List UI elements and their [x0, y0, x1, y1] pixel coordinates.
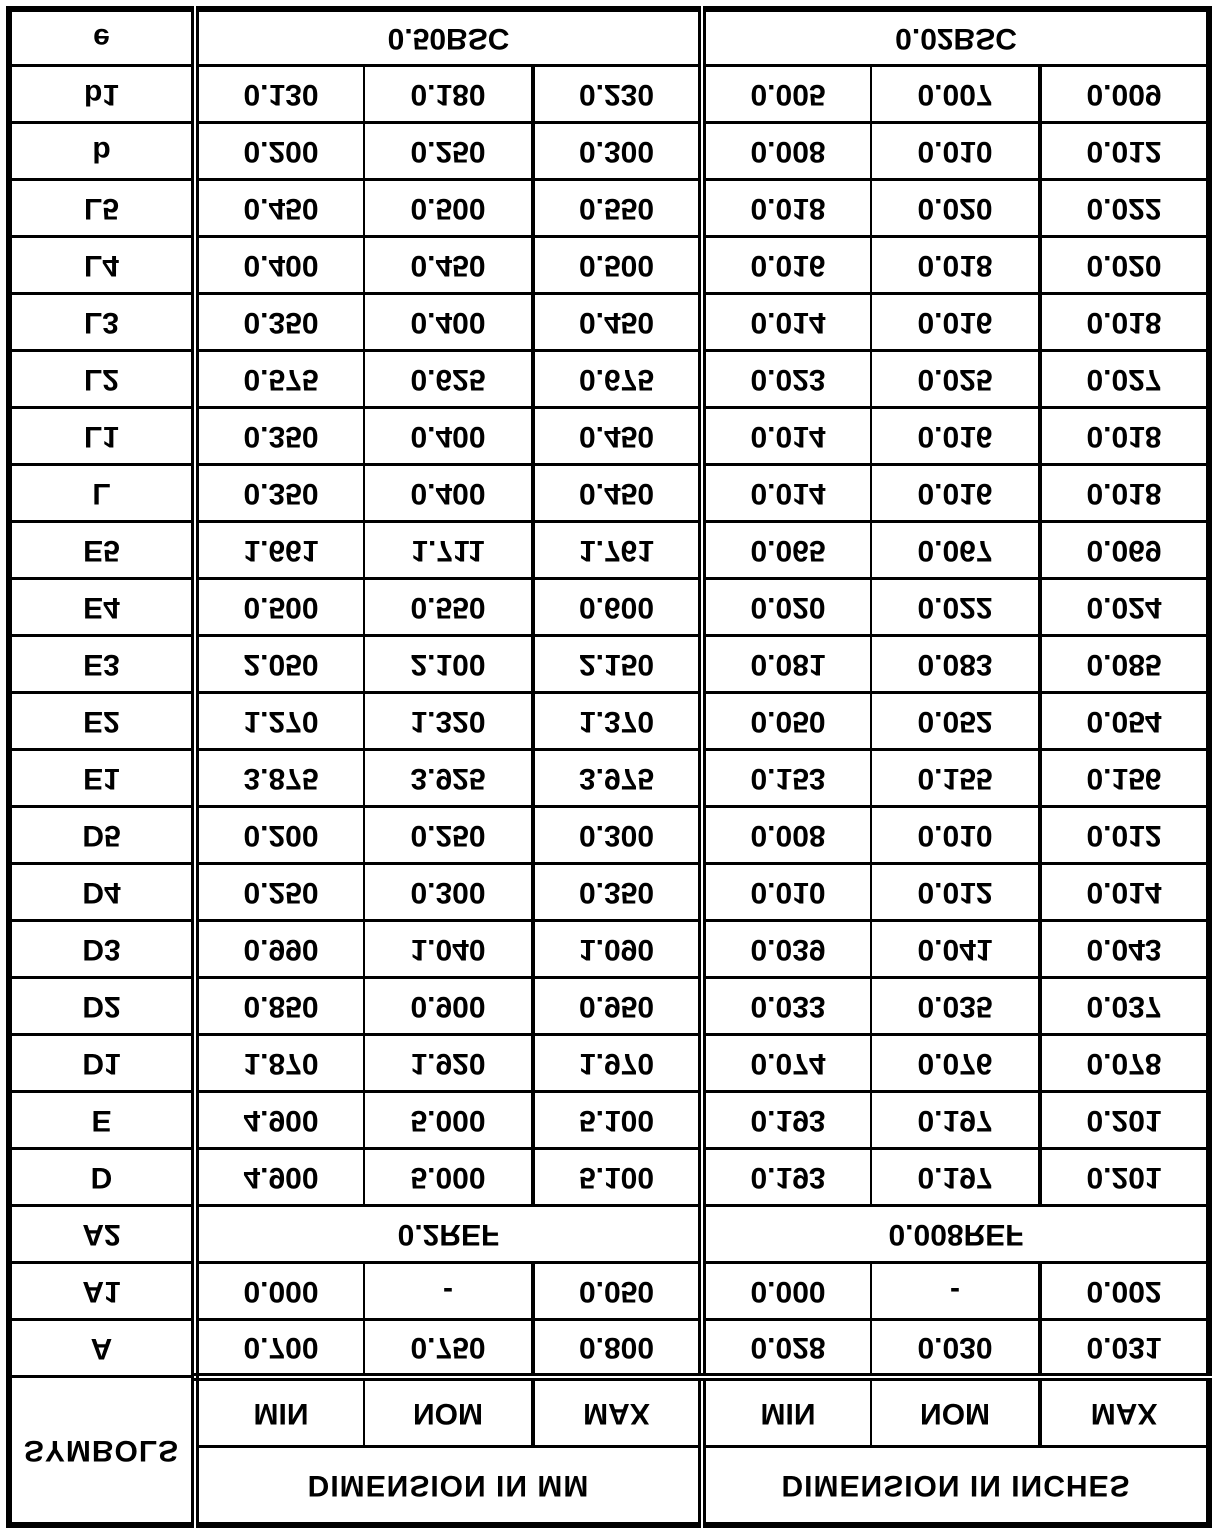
- mm-nom-cell: 0.625: [364, 351, 533, 408]
- in-min-cell: 0.014: [702, 465, 871, 522]
- in-max-cell: 0.085: [1040, 636, 1209, 693]
- in-max-cell: 0.043: [1040, 921, 1209, 978]
- merged-value-cell: 0.50BSC: [195, 9, 702, 66]
- symbol-cell: E: [9, 1092, 195, 1149]
- symbol-cell: D: [9, 1149, 195, 1206]
- symbol-cell: D1: [9, 1035, 195, 1092]
- mm-max-cell: 1.970: [533, 1035, 702, 1092]
- symbol-cell: D4: [9, 864, 195, 921]
- in-nom-cell: 0.041: [871, 921, 1040, 978]
- in-nom-cell: 0.016: [871, 465, 1040, 522]
- mm-nom-cell: 3.925: [364, 750, 533, 807]
- in-nom-cell: 0.083: [871, 636, 1040, 693]
- mm-min-cell: 0.200: [195, 807, 364, 864]
- mm-nom-cell: 1.920: [364, 1035, 533, 1092]
- symbol-cell: D5: [9, 807, 195, 864]
- table-row: [9, 693, 1209, 750]
- table-row: [9, 522, 1209, 579]
- mm-max-cell: 0.800: [533, 1320, 702, 1377]
- in-nom-cell: 0.010: [871, 807, 1040, 864]
- in-nom-cell: 0.030: [871, 1320, 1040, 1377]
- mm-max-cell: 0.300: [533, 807, 702, 864]
- table-body: [9, 9, 1209, 1377]
- mm-max-cell: 0.300: [533, 123, 702, 180]
- table-row: [9, 750, 1209, 807]
- symbol-cell: E3: [9, 636, 195, 693]
- in-min-cell: 0.033: [702, 978, 871, 1035]
- table-row: [9, 237, 1209, 294]
- in-nom-cell: 0.018: [871, 237, 1040, 294]
- in-nom-cell: 0.035: [871, 978, 1040, 1035]
- mm-nom-cell: 0.250: [364, 807, 533, 864]
- mm-max-cell: 5.100: [533, 1092, 702, 1149]
- mm-max-cell: 0.550: [533, 180, 702, 237]
- in-nom-cell: 0.007: [871, 66, 1040, 123]
- in-min-cell: 0.000: [702, 1263, 871, 1320]
- table-row: [9, 9, 1209, 66]
- mm-max-cell: 0.050: [533, 1263, 702, 1320]
- in-max-cell: 0.078: [1040, 1035, 1209, 1092]
- in-min-cell: 0.018: [702, 180, 871, 237]
- symbol-cell: L5: [9, 180, 195, 237]
- symbol-cell: L: [9, 465, 195, 522]
- table-row: [9, 1092, 1209, 1149]
- mm-nom-cell: 1.040: [364, 921, 533, 978]
- in-min-cell: 0.008: [702, 123, 871, 180]
- in-min-cell: 0.039: [702, 921, 871, 978]
- mm-nom-cell: 0.300: [364, 864, 533, 921]
- in-max-cell: 0.037: [1040, 978, 1209, 1035]
- in-min-cell: 0.153: [702, 750, 871, 807]
- in-min-cell: 0.028: [702, 1320, 871, 1377]
- table-row: [9, 408, 1209, 465]
- symbol-cell: E4: [9, 579, 195, 636]
- in-max-cell: 0.027: [1040, 351, 1209, 408]
- mm-nom-cell: 0.250: [364, 123, 533, 180]
- mm-max-cell: 5.100: [533, 1149, 702, 1206]
- mm-max-cell: 3.975: [533, 750, 702, 807]
- mm-min-cell: 4.900: [195, 1149, 364, 1206]
- in-max-cell: 0.156: [1040, 750, 1209, 807]
- table-row: [9, 294, 1209, 351]
- in-max-cell: 0.009: [1040, 66, 1209, 123]
- mm-nom-cell: 0.550: [364, 579, 533, 636]
- mm-nom-cell: 5.000: [364, 1092, 533, 1149]
- symbols-header: SYMBOLS: [9, 1377, 195, 1525]
- table-row: [9, 465, 1209, 522]
- mm-nom-cell: 1.320: [364, 693, 533, 750]
- in-min-cell: 0.193: [702, 1092, 871, 1149]
- in-min-header: MIN: [702, 1377, 871, 1447]
- mm-max-header: MAX: [533, 1377, 702, 1447]
- in-nom-cell: 0.025: [871, 351, 1040, 408]
- in-max-cell: 0.018: [1040, 408, 1209, 465]
- mm-max-cell: 0.230: [533, 66, 702, 123]
- in-nom-cell: 0.020: [871, 180, 1040, 237]
- table-row: [9, 864, 1209, 921]
- symbol-cell: D2: [9, 978, 195, 1035]
- in-min-cell: 0.074: [702, 1035, 871, 1092]
- in-min-cell: 0.010: [702, 864, 871, 921]
- merged-value-cell: 0.2REF: [195, 1206, 702, 1263]
- in-min-cell: 0.081: [702, 636, 871, 693]
- mm-min-cell: 0.450: [195, 180, 364, 237]
- in-min-cell: 0.014: [702, 294, 871, 351]
- table-row: [9, 1263, 1209, 1320]
- in-nom-cell: 0.197: [871, 1149, 1040, 1206]
- in-max-cell: 0.022: [1040, 180, 1209, 237]
- in-min-cell: 0.008: [702, 807, 871, 864]
- mm-min-cell: 1.270: [195, 693, 364, 750]
- symbol-cell: L4: [9, 237, 195, 294]
- dimension-table: [6, 6, 1212, 1528]
- symbol-cell: E2: [9, 693, 195, 750]
- mm-nom-cell: -: [364, 1263, 533, 1320]
- mm-min-cell: 0.250: [195, 864, 364, 921]
- merged-value-cell: 0.008REF: [702, 1206, 1209, 1263]
- in-max-cell: 0.031: [1040, 1320, 1209, 1377]
- mm-min-cell: 0.990: [195, 921, 364, 978]
- mm-min-cell: 0.850: [195, 978, 364, 1035]
- mm-nom-header: NOM: [364, 1377, 533, 1447]
- in-nom-cell: 0.016: [871, 408, 1040, 465]
- in-min-cell: 0.016: [702, 237, 871, 294]
- mm-min-cell: 4.900: [195, 1092, 364, 1149]
- mm-nom-cell: 0.400: [364, 294, 533, 351]
- in-nom-cell: 0.155: [871, 750, 1040, 807]
- mm-min-cell: 0.000: [195, 1263, 364, 1320]
- mm-max-cell: 0.500: [533, 237, 702, 294]
- mm-max-cell: 0.450: [533, 408, 702, 465]
- in-nom-cell: 0.067: [871, 522, 1040, 579]
- table-row: [9, 66, 1209, 123]
- mm-max-cell: 1.090: [533, 921, 702, 978]
- in-min-cell: 0.014: [702, 408, 871, 465]
- mm-nom-cell: 0.400: [364, 465, 533, 522]
- mm-nom-cell: 0.500: [364, 180, 533, 237]
- merged-value-cell: 0.02BSC: [702, 9, 1209, 66]
- in-nom-cell: -: [871, 1263, 1040, 1320]
- symbol-cell: L2: [9, 351, 195, 408]
- in-max-cell: 0.054: [1040, 693, 1209, 750]
- mm-min-cell: 0.400: [195, 237, 364, 294]
- in-nom-cell: 0.016: [871, 294, 1040, 351]
- in-nom-cell: 0.076: [871, 1035, 1040, 1092]
- mm-min-cell: 0.575: [195, 351, 364, 408]
- table-row: [9, 351, 1209, 408]
- header-group-row: [9, 1447, 1209, 1526]
- symbol-cell: L3: [9, 294, 195, 351]
- symbol-cell: E5: [9, 522, 195, 579]
- table-row: [9, 1320, 1209, 1377]
- in-max-cell: 0.018: [1040, 294, 1209, 351]
- symbol-cell: b1: [9, 66, 195, 123]
- in-max-cell: 0.024: [1040, 579, 1209, 636]
- table-row: [9, 1206, 1209, 1263]
- mm-nom-cell: 2.100: [364, 636, 533, 693]
- in-min-cell: 0.005: [702, 66, 871, 123]
- in-max-cell: 0.201: [1040, 1092, 1209, 1149]
- table-row: [9, 978, 1209, 1035]
- table-row: [9, 1149, 1209, 1206]
- mm-max-cell: 0.450: [533, 294, 702, 351]
- mm-nom-cell: 0.400: [364, 408, 533, 465]
- mm-nom-cell: 1.711: [364, 522, 533, 579]
- in-min-cell: 0.020: [702, 579, 871, 636]
- mm-min-cell: 3.875: [195, 750, 364, 807]
- table-row: [9, 180, 1209, 237]
- in-max-cell: 0.201: [1040, 1149, 1209, 1206]
- mm-nom-cell: 0.900: [364, 978, 533, 1035]
- in-nom-cell: 0.052: [871, 693, 1040, 750]
- table-row: [9, 921, 1209, 978]
- inches-group-header: DIMENSION IN INCHES: [702, 1447, 1209, 1526]
- mm-min-cell: 0.500: [195, 579, 364, 636]
- symbol-cell: A1: [9, 1263, 195, 1320]
- in-max-cell: 0.069: [1040, 522, 1209, 579]
- mm-min-cell: 0.200: [195, 123, 364, 180]
- in-min-cell: 0.023: [702, 351, 871, 408]
- mm-min-cell: 0.700: [195, 1320, 364, 1377]
- mm-nom-cell: 0.450: [364, 237, 533, 294]
- mm-max-cell: 0.350: [533, 864, 702, 921]
- mm-max-cell: 0.600: [533, 579, 702, 636]
- table-row: [9, 123, 1209, 180]
- mm-min-cell: 0.130: [195, 66, 364, 123]
- in-max-header: MAX: [1040, 1377, 1209, 1447]
- mm-min-cell: 1.870: [195, 1035, 364, 1092]
- mm-min-cell: 2.050: [195, 636, 364, 693]
- symbol-cell: L1: [9, 408, 195, 465]
- table-row: [9, 807, 1209, 864]
- table-row: [9, 636, 1209, 693]
- symbol-cell: b: [9, 123, 195, 180]
- mm-max-cell: 1.761: [533, 522, 702, 579]
- table-row: [9, 1035, 1209, 1092]
- mm-max-cell: 2.150: [533, 636, 702, 693]
- mm-max-cell: 1.370: [533, 693, 702, 750]
- in-max-cell: 0.020: [1040, 237, 1209, 294]
- mm-nom-cell: 0.750: [364, 1320, 533, 1377]
- mm-max-cell: 0.450: [533, 465, 702, 522]
- symbol-cell: A: [9, 1320, 195, 1377]
- mm-min-cell: 0.350: [195, 465, 364, 522]
- in-max-cell: 0.012: [1040, 123, 1209, 180]
- mm-max-cell: 0.950: [533, 978, 702, 1035]
- mm-min-cell: 1.661: [195, 522, 364, 579]
- in-nom-cell: 0.022: [871, 579, 1040, 636]
- mm-min-cell: 0.350: [195, 408, 364, 465]
- in-min-cell: 0.193: [702, 1149, 871, 1206]
- mm-min-cell: 0.350: [195, 294, 364, 351]
- mm-nom-cell: 5.000: [364, 1149, 533, 1206]
- mm-min-header: MIN: [195, 1377, 364, 1447]
- table-header: [9, 1377, 1209, 1525]
- in-nom-cell: 0.197: [871, 1092, 1040, 1149]
- in-min-cell: 0.065: [702, 522, 871, 579]
- in-nom-cell: 0.012: [871, 864, 1040, 921]
- symbol-cell: D3: [9, 921, 195, 978]
- in-nom-header: NOM: [871, 1377, 1040, 1447]
- mm-max-cell: 0.675: [533, 351, 702, 408]
- in-nom-cell: 0.010: [871, 123, 1040, 180]
- in-max-cell: 0.002: [1040, 1263, 1209, 1320]
- symbol-cell: e: [9, 9, 195, 66]
- symbol-cell: E1: [9, 750, 195, 807]
- in-max-cell: 0.012: [1040, 807, 1209, 864]
- mm-nom-cell: 0.180: [364, 66, 533, 123]
- mm-group-header: DIMENSION IN MM: [195, 1447, 702, 1526]
- symbol-cell: A2: [9, 1206, 195, 1263]
- in-max-cell: 0.014: [1040, 864, 1209, 921]
- in-min-cell: 0.050: [702, 693, 871, 750]
- table-row: [9, 579, 1209, 636]
- in-max-cell: 0.018: [1040, 465, 1209, 522]
- flipped-table-container: [6, 6, 1211, 1528]
